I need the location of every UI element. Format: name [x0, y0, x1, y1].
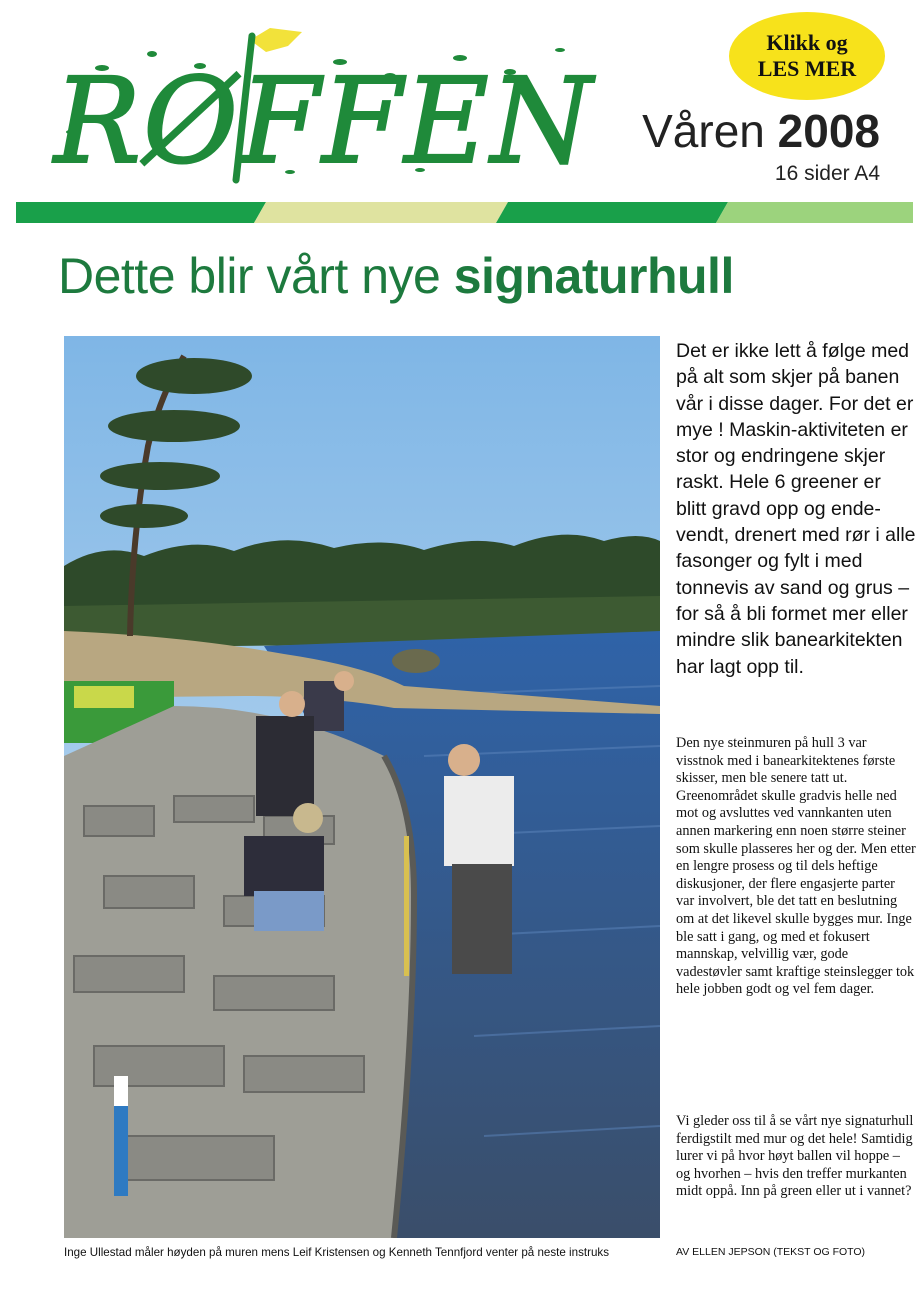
badge-line-2: LES MER [757, 56, 857, 81]
headline-regular: Dette blir vårt nye [58, 248, 441, 304]
logo-text: RØFFEN [52, 52, 596, 190]
article-headline [58, 246, 888, 306]
badge-line-1: Klikk og [766, 30, 848, 55]
issue-season: Våren [642, 105, 765, 157]
photo-caption: Inge Ullestad måler høyden på muren mens Leif Kristensen og Kenneth Tennfjord venter på neste instruks [64, 1246, 610, 1259]
masthead-color-bar [16, 202, 913, 223]
logo-flag-shape [250, 28, 302, 52]
article-body-2: Vi gleder oss til å se vårt nye signaturhull ferdigstilt med mur og det hele! Samtidig lurer vi på hvor høyt ballen vil hoppe – og hvorhen – hvis den treffer murkanten midt oppå. Inn på green eller ut i vannet? [676, 1113, 914, 1200]
article-byline: AV ELLEN JEPSON (TEKST OG FOTO) [676, 1246, 866, 1258]
headline-bold: signaturhull [453, 248, 734, 304]
issue-pages: 16 sider A4 [774, 162, 880, 185]
article-photo [64, 336, 660, 1238]
read-more-badge[interactable] [729, 12, 885, 100]
article-lead: Det er ikke lett å følge med på alt som skjer på banen vår i disse dager. For det er mye ! Maskin-aktiviteten er stor og endringene skjer raskt. Hele 6 greener er blitt gravd opp og ende-vendt, drenert med rør i alle fasonger og fylt i med tonnevis av sand og grus – for så å bli formet mer eller mindre slik banearkitekten har lagt opp til. [676, 340, 916, 678]
article-body-1: Den nye steinmuren på hull 3 var visstnok med i banearkitektenes første skisser, men ble senere tatt ut. Greenområdet skulle gradvis helle ned mot og avsluttes ved vannkanten uten annen markering enn noen større steiner som skulle plasseres her og der. Men etter en lengre prosess og til dels heftige diskusjoner, der flere engasjerte parter var involvert, ble det tatt en beslutning om at det likevel skulle bygges mur. Inge ble satt i gang, og med et fokusert mannskap, velvillig vær, gode vadestøvler samt kraftige steinslegger tok hele jobben godt og vel fem dager. [676, 735, 916, 998]
issue-year: 2008 [777, 105, 880, 157]
issue-label [600, 105, 880, 157]
roffen-logo [40, 22, 630, 202]
